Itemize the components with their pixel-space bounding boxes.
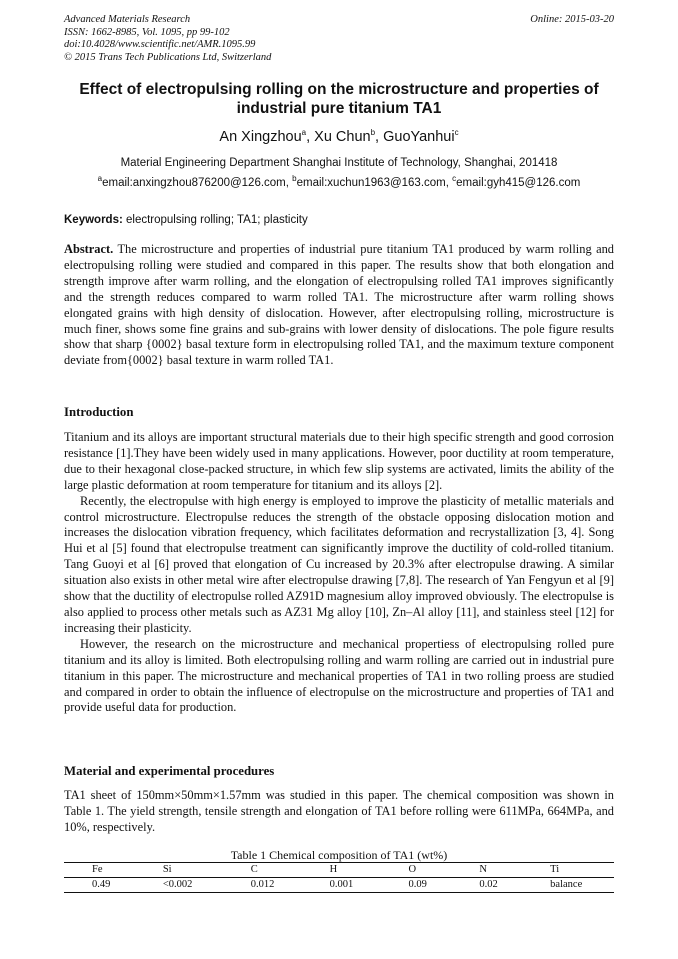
keywords	[64, 213, 308, 227]
abstract-text: The microstructure and properties of industrial pure titanium TA1 produced by warm rolling and electropulsing rolling were studied and compared in this paper. The results show that both elongation and strength improve after warm rolling, and the elongation of electropulsing rolled TA1 improves significantly and the strength reduces compared to warm rolled TA1. The microstructure after warm rolling shows elongated grains with high density of dislocation. However, after electropulsing rolling, microstructure is much finer, shows some fine grains and sub-grains with lower density of dislocations. The pole figure results show that sharp {0002} basal texture form in electropulsing rolled TA1, and the maximum texture component deviate from{0002} basal texture in warm rolled TA1.	[64, 242, 614, 368]
paragraph: Recently, the electropulse with high energy is employed to improve the plasticity of metallic materials and control microstructure. Electropulse reduces the strength of the obstacle opposing dislocation motion and increases the dislocation vibration frequency, which facilitates deformation and recrystallization [3, 4]. Song Hui et al [5] found that electropulse treatment can significantly improve the ductility of cold-rolled titanium. Tang Guoyi et al [6] proved that elongation of Cu increased by 20.3% after electropulse drawing. A similar situation also exists in other metal wire after electropulse drawing [7,8]. The research of Yan Fengyun et al [9] show that the ductility of electropulse rolled AZ91D magnesium alloy improved obviously. The electropulse is also applied to process other metals such as AZ31 Mg alloy [10], Zn–Al alloy [11], and stainless steel [12] for increasing their plasticity.	[64, 493, 614, 635]
paragraph: However, the research on the microstructure and mechanical propertiess of electropulsing rolled pure titanium and its alloy is limited. Both electropulsing rolling and warm rolling are carried out in industrial pure titanium in this paper. The microstructure and mechanical properties of TA1 in two rolling proess are studied and compared in order to obtain the influence of electropulse on the microstructure and properties of TA1 and provide useful data for production.	[64, 636, 614, 715]
email-superscript: c	[452, 174, 457, 184]
table-header-cell: Fe	[64, 863, 135, 878]
journal-header	[64, 14, 271, 64]
paragraph: TA1 sheet of 150mm×50mm×1.57mm was studied in this paper. The chemical composition was shown in Table 1. The yield strength, tensile strength and elongation of TA1 before rolling were 611MPa, 664MPa, and 10%, respectively.	[64, 788, 614, 834]
journal-doi[interactable]: doi:10.4028/www.scientific.net/AMR.1095.99	[64, 39, 256, 50]
author-emails	[64, 176, 614, 190]
author-name: Xu Chun	[314, 129, 371, 145]
table-header-cell: Ti	[522, 863, 614, 878]
author-superscript: c	[454, 128, 459, 138]
table-header-cell: O	[380, 863, 451, 878]
affiliation: Material Engineering Department Shanghai Institute of Technology, Shanghai, 201418	[120, 157, 558, 169]
online-date: Online: 2015-03-20	[530, 14, 614, 25]
table-cell: 0.49	[64, 878, 135, 893]
journal-name: Advanced Materials Research	[64, 14, 191, 25]
journal-copyright: © 2015 Trans Tech Publications Ltd, Switzerland	[64, 51, 272, 63]
abstract-label: Abstract.	[64, 242, 114, 256]
composition-table	[64, 862, 614, 893]
table-row	[64, 878, 614, 893]
email-link[interactable]: email:xuchun1963@163.com,	[296, 177, 453, 189]
table-caption: Table 1 Chemical composition of TA1 (wt%)	[230, 848, 448, 862]
table-cell: 0.09	[380, 878, 451, 893]
table-cell: <0.002	[135, 878, 223, 893]
table-cell: 0.02	[451, 878, 522, 893]
introduction-body	[64, 430, 614, 716]
author-name: An Xingzhou	[219, 129, 302, 145]
abstract	[64, 242, 614, 369]
table-header-cell: N	[451, 863, 522, 878]
author-name: GuoYanhui	[383, 129, 455, 145]
keywords-text: electropulsing rolling; TA1; plasticity	[122, 214, 308, 226]
materials-body	[64, 788, 614, 836]
table-cell: 0.012	[223, 878, 302, 893]
table-header-cell: H	[302, 863, 381, 878]
email-link[interactable]: email:anxingzhou876200@126.com,	[102, 177, 293, 189]
keywords-label: Keywords:	[64, 214, 123, 226]
paper-title: Effect of electropulsing rolling on the microstructure and properties of industrial pure titanium TA1	[79, 81, 599, 117]
author-separator: ,	[306, 129, 315, 145]
section-heading-introduction: Introduction	[64, 405, 134, 419]
email-superscript: a	[97, 174, 103, 184]
paragraph: Titanium and its alloys are important structural materials due to their high specific strength and good corrosion resistance [1].They have been widely used in many applications. However, poor ductility at room temperature, due to their hexagonal close-packed structure, in which few slip systems are activated, limits the ability of the large plastic deformation at room temperature for titanium and its alloys [2].	[64, 430, 614, 492]
author-list	[64, 128, 614, 146]
email-link[interactable]: email:gyh415@126.com	[456, 177, 581, 189]
email-superscript: b	[292, 174, 297, 184]
table-header-cell: Si	[135, 863, 223, 878]
table-header-row	[64, 863, 614, 878]
table-cell: balance	[522, 878, 614, 893]
author-separator: ,	[375, 129, 384, 145]
section-heading-materials: Material and experimental procedures	[64, 764, 275, 778]
table-header-cell: C	[223, 863, 302, 878]
author-superscript: b	[370, 128, 376, 138]
author-superscript: a	[301, 128, 307, 138]
table-cell: 0.001	[302, 878, 381, 893]
journal-issn: ISSN: 1662-8985, Vol. 1095, pp 99-102	[64, 26, 230, 38]
